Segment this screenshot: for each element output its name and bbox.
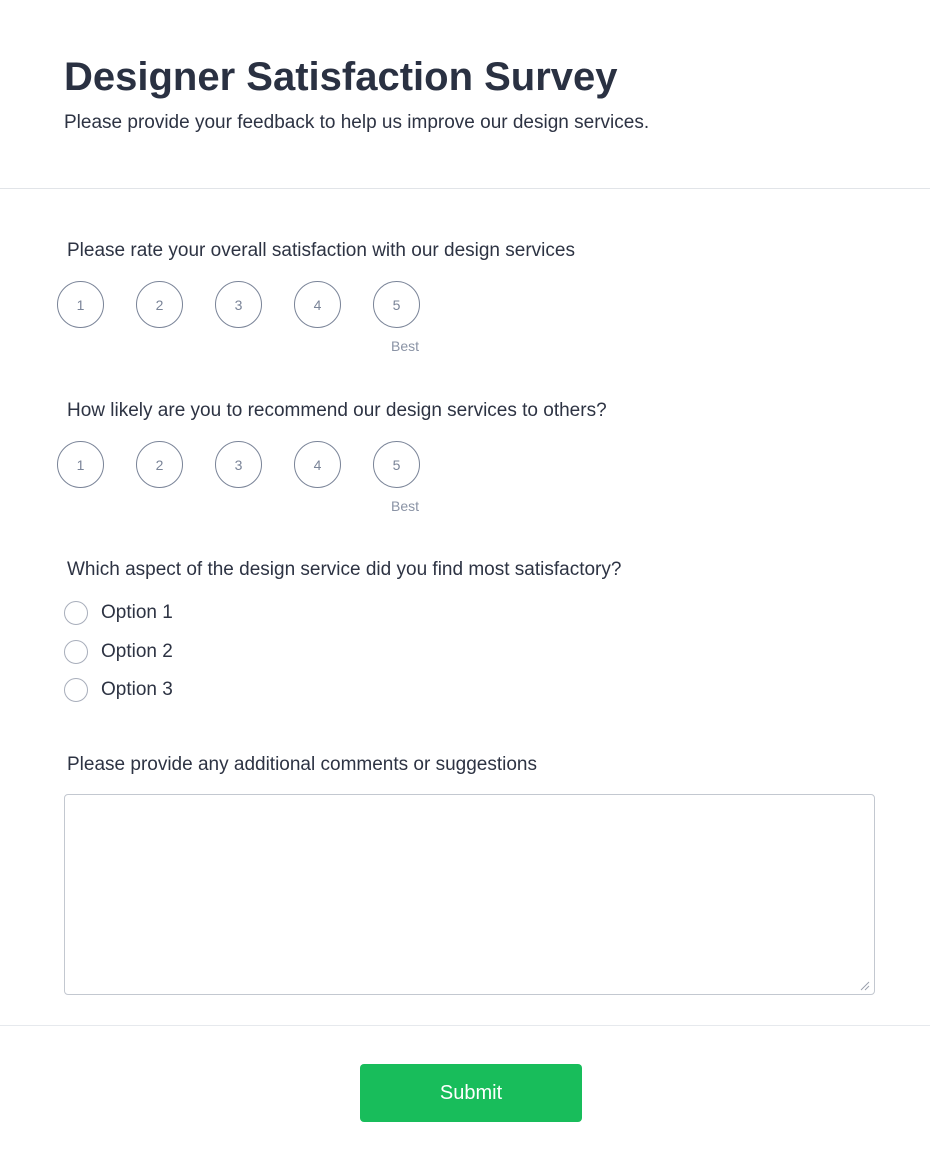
survey-header <box>0 0 930 189</box>
option-label: Option 2 <box>101 641 173 662</box>
satisfaction-rating-5[interactable]: 5 <box>373 281 420 328</box>
resize-grip-icon[interactable] <box>858 979 870 991</box>
question-recommend-label: How likely are you to recommend our design services to others? <box>67 400 607 421</box>
aspect-option-2[interactable] <box>64 639 173 665</box>
page-title: Designer Satisfaction Survey <box>64 55 618 99</box>
footer-divider <box>0 1025 930 1026</box>
question-aspect-label: Which aspect of the design service did you find most satisfactory? <box>67 559 622 580</box>
recommend-rating-3[interactable]: 3 <box>215 441 262 488</box>
option-label: Option 3 <box>101 679 173 700</box>
satisfaction-best-hint: Best <box>391 338 420 354</box>
radio-button[interactable] <box>64 601 88 625</box>
satisfaction-rating-3[interactable]: 3 <box>215 281 262 328</box>
recommend-rating-5[interactable]: 5 <box>373 441 420 488</box>
satisfaction-rating-2[interactable]: 2 <box>136 281 183 328</box>
recommend-rating-scale <box>57 441 457 514</box>
radio-button[interactable] <box>64 640 88 664</box>
question-comments-label: Please provide any additional comments or suggestions <box>67 754 537 775</box>
page-subtitle: Please provide your feedback to help us improve our design services. <box>64 112 650 133</box>
submit-button[interactable]: Submit <box>360 1064 582 1122</box>
recommend-rating-4[interactable]: 4 <box>294 441 341 488</box>
satisfaction-rating-1[interactable]: 1 <box>57 281 104 328</box>
recommend-rating-1[interactable]: 1 <box>57 441 104 488</box>
satisfaction-rating-scale <box>57 281 457 354</box>
recommend-best-hint: Best <box>391 498 420 514</box>
radio-button[interactable] <box>64 678 88 702</box>
option-label: Option 1 <box>101 602 173 623</box>
aspect-option-1[interactable] <box>64 600 173 626</box>
satisfaction-rating-4[interactable]: 4 <box>294 281 341 328</box>
recommend-rating-2[interactable]: 2 <box>136 441 183 488</box>
comments-textarea[interactable] <box>64 794 875 995</box>
aspect-option-3[interactable] <box>64 677 173 703</box>
question-satisfaction-label: Please rate your overall satisfaction with our design services <box>67 240 575 261</box>
